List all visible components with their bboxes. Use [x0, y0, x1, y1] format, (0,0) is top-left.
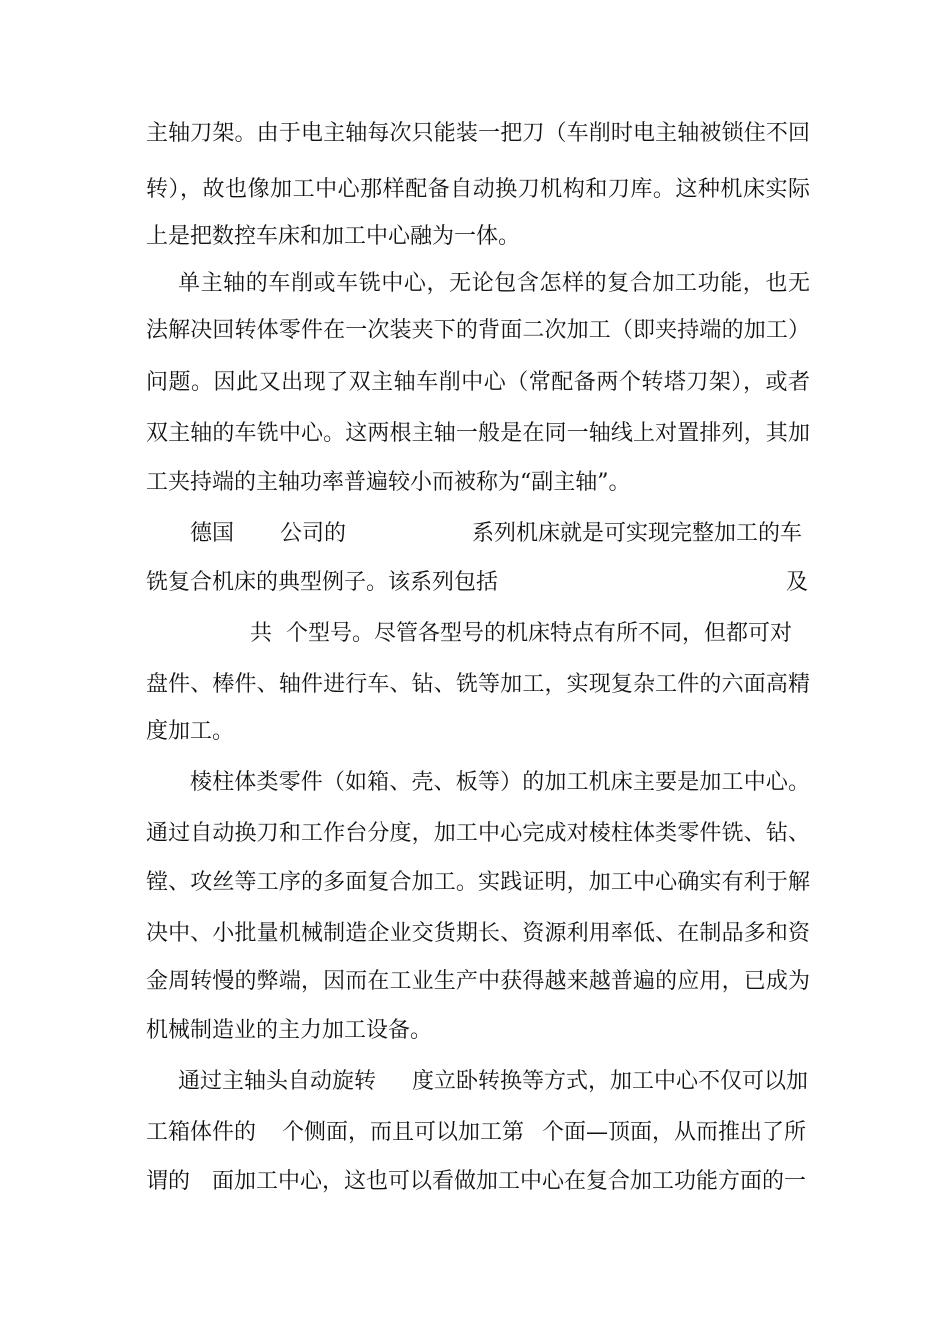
paragraph-5-line-3 [146, 1166, 810, 1198]
paragraph-3-line-1-segment-1: 德国 [190, 521, 235, 546]
paragraph-5-line-2 [146, 1117, 810, 1149]
paragraph-4-line-1: 棱柱体类零件（如箱、壳、板等）的加工机床主要是加工中心。 [190, 770, 811, 795]
paragraph-2-line-4: 双主轴的车铣中心。这两根主轴一般是在同一轴线上对置排列，其加 [146, 421, 811, 446]
paragraph-1-line-3: 上是把数控车床和加工中心融为一体。 [146, 224, 521, 249]
paragraph-3-line-1 [146, 518, 810, 550]
paragraph-3-line-3 [146, 618, 810, 650]
paragraph-4-line-6: 机械制造业的主力加工设备。 [146, 1018, 433, 1043]
paragraph-4-line-5: 金周转慢的弊端，因而在工业生产中获得越来越普遍的应用，已成为 [146, 969, 811, 994]
paragraph-3-line-2-segment-2: 及 [786, 570, 809, 595]
paragraph-5-line-2-segment-2: 个侧面，而且可以加工第 [282, 1120, 525, 1145]
paragraph-1-line-2: 转），故也像加工中心那样配备自动换刀机构和刀库。这种机床实际 [146, 177, 811, 202]
paragraph-2-line-2: 法解决回转体零件在一次装夹下的背面二次加工（即夹持端的加工） [146, 318, 811, 343]
paragraph-3-line-4: 盘件、棒件、轴件进行车、钻、铣等加工，实现复杂工件的六面高精 [146, 672, 811, 697]
paragraph-3-line-1-segment-2: 公司的 [280, 521, 347, 546]
paragraph-5-line-3-segment-1: 谓的 [146, 1169, 191, 1194]
paragraph-1-line-1: 主轴刀架。由于电主轴每次只能装一把刀（车削时电主轴被锁住不回 [146, 121, 811, 146]
paragraph-3-line-1-segment-3: 系列机床就是可实现完整加工的车 [472, 521, 803, 546]
paragraph-3-line-2 [146, 567, 810, 599]
paragraph-3-line-3-segment-2: 个型号。尽管各型号的机床特点有所不同，但都可对 [286, 621, 793, 646]
paragraph-2-line-3: 问题。因此又出现了双主轴车削中心（常配备两个转塔刀架），或者 [146, 370, 811, 395]
paragraph-5-line-2-segment-1: 工箱体件的 [146, 1120, 257, 1145]
paragraph-5-line-1-segment-2: 度立卧转换等方式，加工中心不仅可以加 [412, 1069, 809, 1094]
paragraph-3-line-2-segment-1: 铣复合机床的典型例子。该系列包括 [146, 570, 499, 595]
paragraph-2-line-1: 单主轴的车削或车铣中心，无论包含怎样的复合加工功能，也无 [178, 271, 811, 296]
paragraph-4-line-4: 决中、小批量机械制造企业交货期长、资源利用率低、在制品多和资 [146, 921, 811, 946]
paragraph-2-line-5: 工夹持端的主轴功率普遍较小而被称为“副主轴”。 [146, 470, 631, 495]
paragraph-3-line-5: 度加工。 [146, 719, 235, 744]
paragraph-4-line-3: 镗、攻丝等工序的多面复合加工。实践证明，加工中心确实有利于解 [146, 870, 811, 895]
paragraph-5-line-2-segment-3: 个面—顶面，从而推出了所 [542, 1120, 807, 1145]
paragraph-5-line-1 [146, 1066, 810, 1098]
paragraph-3-line-3-segment-1: 共 [250, 621, 273, 646]
paragraph-5-line-1-segment-1: 通过主轴头自动旋转 [178, 1069, 377, 1094]
paragraph-5-line-3-segment-2: 面加工中心，这也可以看做加工中心在复合加工功能方面的一 [212, 1169, 807, 1194]
paragraph-4-line-2: 通过自动换刀和工作台分度，加工中心完成对棱柱体类零件铣、钻、 [146, 821, 811, 846]
